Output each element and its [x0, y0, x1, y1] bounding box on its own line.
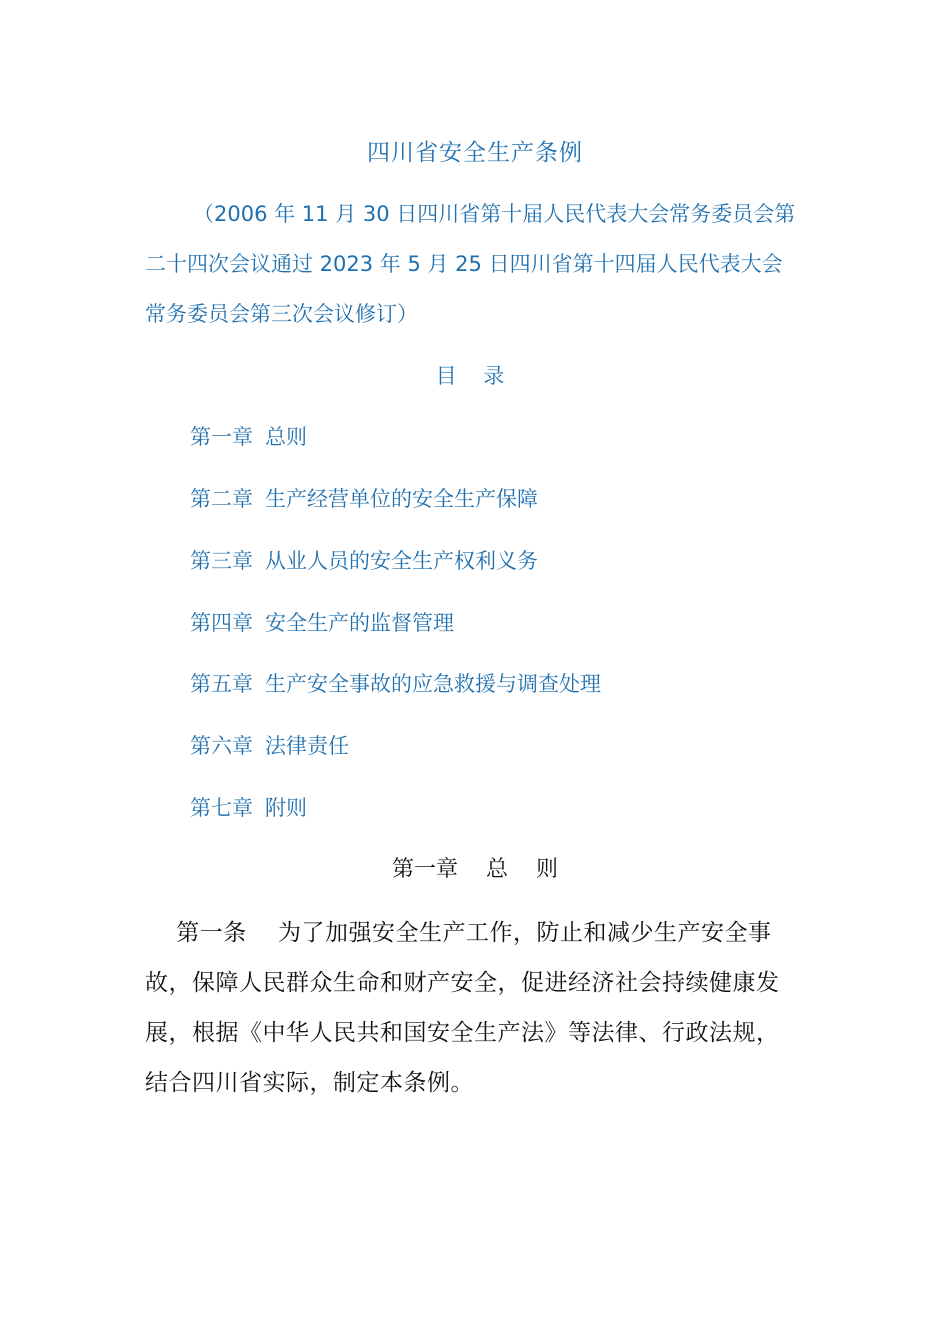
adoption-note-line-3: 常务委员会第三次会议修订）: [145, 302, 418, 326]
article-line-3: 展，根据《中华人民共和国安全生产法》等法律、行政法规，: [145, 1020, 780, 1046]
toc-chapter-name: 从业人员的安全生产权利义务: [265, 549, 538, 573]
toc-chapter-name: 生产安全事故的应急救援与调查处理: [265, 672, 601, 696]
chapter-heading: 第一章 总 则: [392, 857, 558, 882]
toc-chapter-number: 第一章: [190, 425, 253, 449]
toc-chapter-name: 安全生产的监督管理: [265, 611, 454, 635]
article-line-2: 故，保障人民群众生命和财产安全，促进经济社会持续健康发: [145, 970, 780, 996]
toc-item-3[interactable]: [190, 545, 538, 575]
toc-item-6[interactable]: [190, 730, 349, 760]
toc-chapter-name: 法律责任: [265, 734, 349, 758]
article-line-4: 结合四川省实际，制定本条例。: [145, 1070, 474, 1096]
toc-item-5[interactable]: [190, 668, 601, 698]
article-line-1: 第一条 为了加强安全生产工作，防止和减少生产安全事: [145, 920, 772, 946]
document-title: 四川省安全生产条例: [367, 140, 583, 166]
toc-chapter-name: 总则: [265, 425, 307, 449]
toc-chapter-name: 生产经营单位的安全生产保障: [265, 487, 538, 511]
toc-chapter-number: 第三章: [190, 549, 253, 573]
toc-chapter-number: 第六章: [190, 734, 253, 758]
toc-item-2[interactable]: [190, 483, 538, 513]
toc-chapter-number: 第二章: [190, 487, 253, 511]
adoption-note-line-2: 二十四次会议通过 2023 年 5 月 25 日四川省第十四届人民代表大会: [145, 252, 783, 276]
toc-chapter-number: 第七章: [190, 796, 253, 820]
toc-item-7[interactable]: [190, 792, 307, 822]
toc-title: 目 录: [435, 364, 515, 388]
toc-item-1[interactable]: [190, 421, 307, 451]
toc-item-4[interactable]: [190, 607, 454, 637]
toc-chapter-number: 第四章: [190, 611, 253, 635]
adoption-note-line-1: （2006 年 11 月 30 日四川省第十届人民代表大会常务委员会第: [193, 202, 796, 226]
toc-chapter-name: 附则: [265, 796, 307, 820]
toc-chapter-number: 第五章: [190, 672, 253, 696]
